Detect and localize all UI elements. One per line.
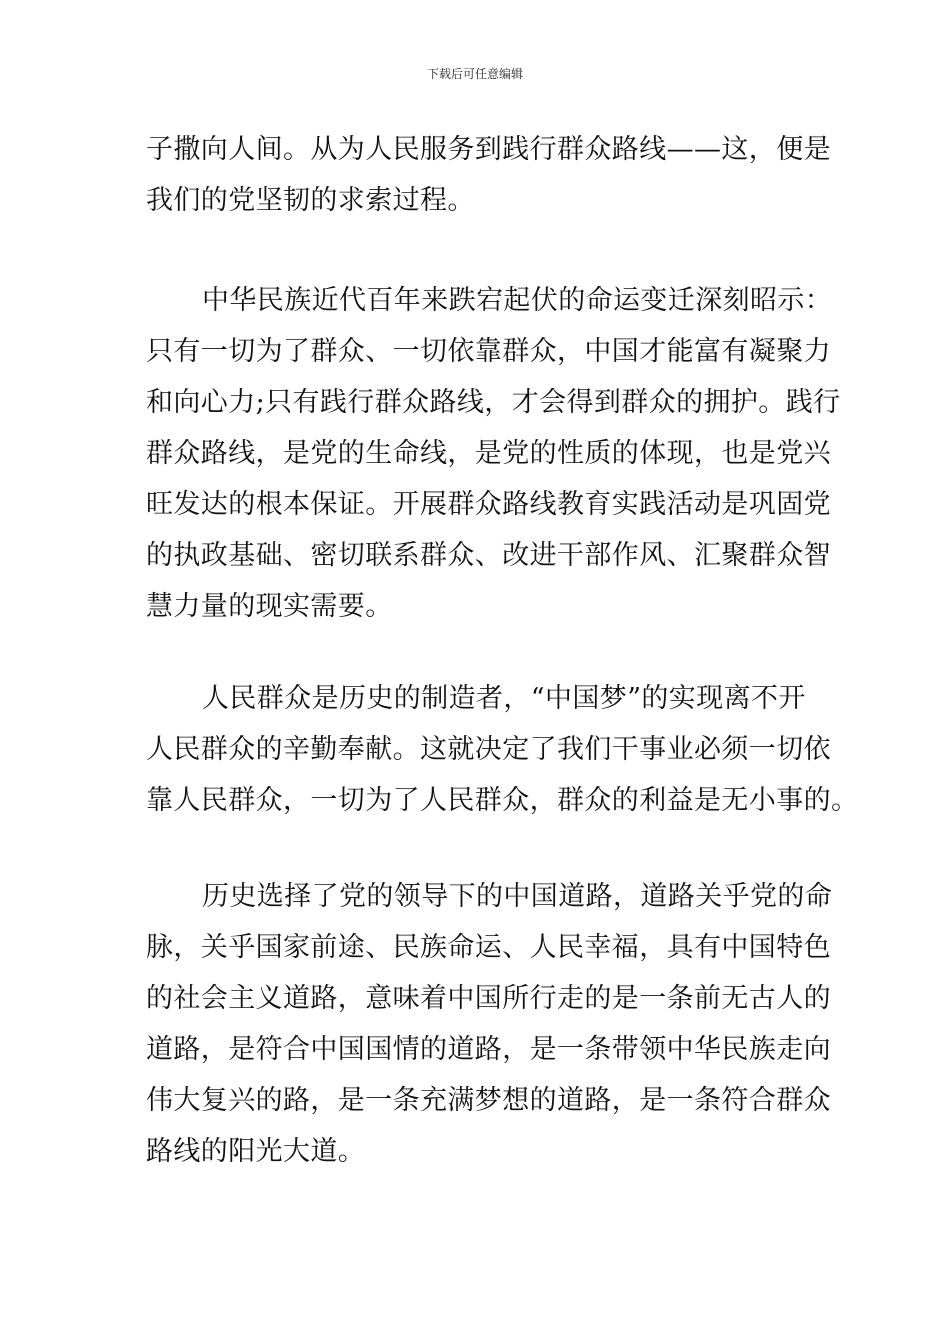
header-note: 下载后可任意编辑 bbox=[426, 67, 523, 81]
text-line: 的执政基础、密切联系群众、改进干部作风、汇聚群众智 bbox=[146, 540, 831, 571]
paragraph-4 bbox=[146, 871, 833, 1177]
text-line: 子撒向人间。从为人民服务到践行群众路线——这，便是 bbox=[146, 134, 831, 165]
text-line: 慧力量的现实需要。 bbox=[146, 591, 393, 622]
text-line: 旺发达的根本保证。开展群众路线教育实践活动是巩固党 bbox=[146, 489, 831, 520]
text-line: 脉，关乎国家前途、民族命运、人民幸福，具有中国特色 bbox=[146, 932, 831, 963]
text-line: 中华民族近代百年来跌宕起伏的命运变迁深刻昭示： bbox=[202, 285, 833, 316]
paragraph-2 bbox=[146, 275, 841, 632]
text-line: 人民群众是历史的制造者，“中国梦”的实现离不开 bbox=[202, 683, 806, 714]
text-line: 的社会主义道路，意味着中国所行走的是一条前无古人的 bbox=[146, 983, 831, 1014]
paragraph-1 bbox=[146, 124, 831, 226]
text-line: 我们的党坚韧的求索过程。 bbox=[146, 185, 475, 216]
text-line: 靠人民群众，一切为了人民群众，群众的利益是无小事的。 bbox=[146, 785, 859, 816]
text-line: 只有一切为了群众、一切依靠群众，中国才能富有凝聚力 bbox=[146, 336, 831, 367]
text-line: 道路，是符合中国国情的道路，是一条带领中华民族走向 bbox=[146, 1034, 831, 1065]
text-line: 伟大复兴的路，是一条充满梦想的道路，是一条符合群众 bbox=[146, 1085, 831, 1116]
text-line: 人民群众的辛勤奉献。这就决定了我们干事业必须一切依 bbox=[146, 734, 831, 765]
text-line: 和向心力;只有践行群众路线，才会得到群众的拥护。践行 bbox=[146, 387, 841, 418]
paragraph-3 bbox=[146, 673, 859, 826]
text-line: 群众路线，是党的生命线，是党的性质的体现，也是党兴 bbox=[146, 438, 831, 469]
text-line: 路线的阳光大道。 bbox=[146, 1136, 366, 1167]
text-line: 历史选择了党的领导下的中国道路，道路关乎党的命 bbox=[202, 881, 833, 912]
